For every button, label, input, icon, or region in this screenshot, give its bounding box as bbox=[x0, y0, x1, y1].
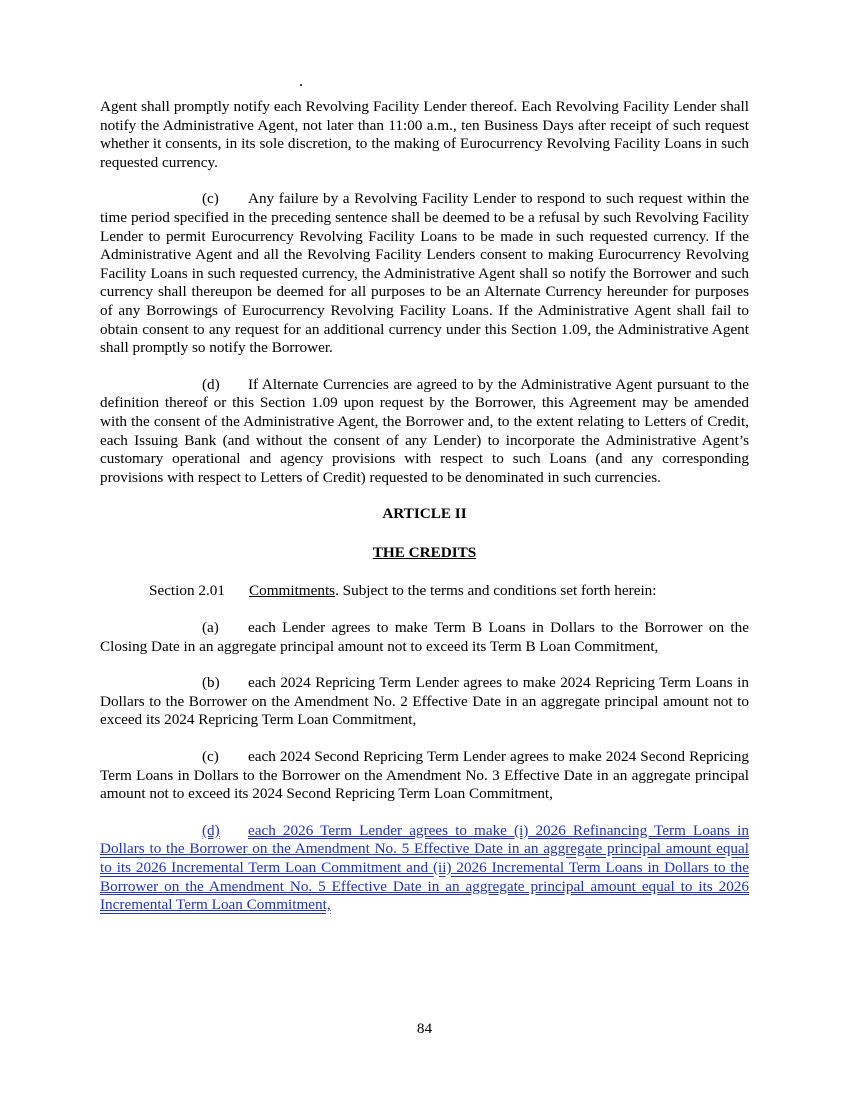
section-number: Section 2.01 bbox=[149, 582, 225, 600]
paragraph-c-label: (c) bbox=[202, 190, 219, 208]
item-b-text: each 2024 Repricing Term Lender agrees to make 2024 Repricing Term Loans in Dollars to the Borrower on the Amendment No. 2 Effective Date in an aggregate principal amount not to exceed its 2024 Repricing Term Loan Commitment, bbox=[100, 674, 749, 729]
paragraph-c-text: Any failure by a Revolving Facility Lender to respond to such request within the time period specified in the preceding sentence shall be deemed to be a refusal by such Revolving Facility Lender to permit Eurocurrency Revolving Facility Loans to be made in such requested currency. If the Administrative Agent and all the Revolving Facility Lenders consent to making Eurocurrency Revolving Facility Loans in such requested currency, the Administrative Agent shall so notify the Borrower and such currency shall thereupon be deemed for all purposes to be an Alternate Currency hereunder for purposes of any Borrowings of Eurocurrency Revolving Facility Loans. If the Administrative Agent shall fail to obtain consent to any request for an additional currency under this Section 1.09, the Administrative Agent shall promptly so notify the Borrower. bbox=[100, 190, 749, 357]
paragraph-intro: Agent shall promptly notify each Revolving Facility Lender thereof. Each Revolving Facility Lender shall notify the Administrative Agent, not later than 11:00 a.m., ten Business Days after receipt of such request whether it consents, in its sole discretion, to the making of Eurocurrency Revolving Facility Loans in such requested currency. bbox=[100, 98, 749, 171]
item-a-label: (a) bbox=[202, 619, 219, 637]
item-c-text: each 2024 Second Repricing Term Lender agrees to make 2024 Second Repricing Term Loans in Dollars to the Borrower on the Amendment No. 3 Effective Date in an aggregate principal amount not to exceed its 2024 Second Repricing Term Loan Commitment, bbox=[100, 748, 749, 803]
article-title-text: THE CREDITS bbox=[372, 543, 477, 561]
item-c-label: (c) bbox=[202, 748, 219, 766]
item-b bbox=[100, 674, 749, 730]
section-2-01 bbox=[100, 582, 749, 601]
section-title: Commitments bbox=[249, 582, 336, 600]
item-d-label: (d) bbox=[202, 821, 220, 839]
scan-artifact-dot bbox=[300, 84, 302, 86]
item-b-label: (b) bbox=[202, 674, 220, 692]
item-a bbox=[100, 619, 749, 656]
paragraph-d bbox=[100, 376, 749, 488]
item-a-text: each Lender agrees to make Term B Loans in Dollars to the Borrower on the Closing Date in an aggregate principal amount not to exceed its Term B Loan Commitment, bbox=[100, 619, 749, 655]
article-heading: ARTICLE II bbox=[382, 505, 467, 523]
item-d-text: each 2026 Term Lender agrees to make (i) 2026 Refinancing Term Loans in Dollars to the Borrower on the Amendment No. 5 Effective Date in an aggregate principal amount equal to its 2026 Incremental Term Loan Commitment and (ii) 2026 Incremental Term Loans in Dollars to the Borrower on the Amendment No. 5 Effective Date in an aggregate principal amount equal to its 2026 Incremental Term Loan Commitment, bbox=[100, 821, 749, 914]
paragraph-d-label: (d) bbox=[202, 375, 220, 393]
item-c bbox=[100, 748, 749, 804]
document-body bbox=[100, 98, 749, 933]
item-d-inserted bbox=[100, 822, 749, 915]
paragraph-d-text: If Alternate Currencies are agreed to by the Administrative Agent pursuant to the definition thereof or this Section 1.09 upon request by the Borrower, this Agreement may be amended with the consent of the Administrative Agent, the Borrower and, to the extent relating to Letters of Credit, each Issuing Bank (and without the consent of any Lender) to incorporate the Administrative Agent’s customary operational and agency provisions with respect to such Loans (and any corresponding provisions with respect to Letters of Credit) requested to be denominated in such currencies. bbox=[100, 375, 749, 486]
paragraph-c bbox=[100, 190, 749, 357]
section-intro: . Subject to the terms and conditions set forth herein: bbox=[335, 582, 657, 600]
article-title bbox=[100, 544, 749, 563]
page-number: 84 bbox=[416, 1020, 433, 1037]
